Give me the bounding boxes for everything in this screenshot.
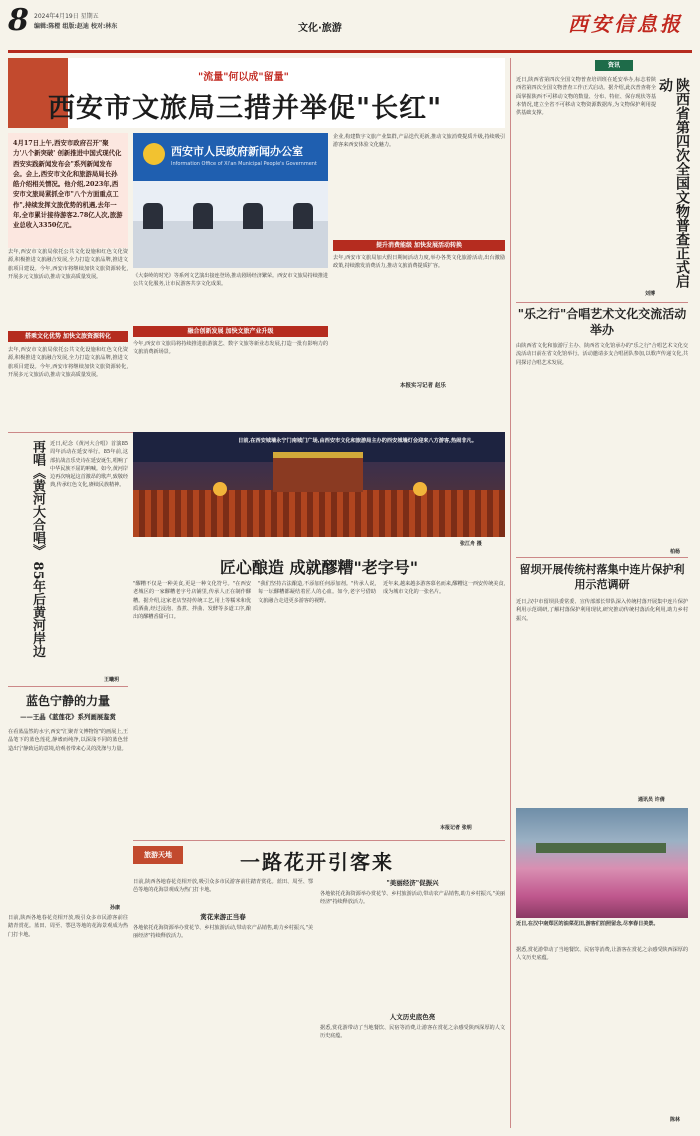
flower-photo-caption: 近日,在汉中南郑区的油菜花田,游客们拍照留念,尽享春日美景。: [516, 921, 659, 927]
azure-subtitle: ——王晶《蓝莲花》系列画展鉴赏: [20, 713, 116, 721]
photo-banner-sub: Information Office of Xi'an Municipal People's Government: [171, 161, 317, 167]
travel-subhead-3: 人文历史底色亮: [389, 1013, 436, 1021]
laozao-body-2: "我们坚持古法酿造,不添加任何添加剂。"传承人说,每一坛醪糟都凝结着匠人的心血。如今,老字号借助文旅融合走进更多游客的视野。: [258, 581, 376, 604]
choir-author: 柏杨: [670, 549, 681, 555]
travel-body-2: 各地依托花海资源举办赏花节、乡村旅游活动,带动农产品销售,助力乡村振兴,"美丽经济"持续释放活力。: [133, 925, 313, 940]
flower-field-photo: [516, 808, 688, 918]
yellow-river-author: 王曦玥: [104, 677, 120, 683]
sidebar-news-author: 刘博: [645, 291, 656, 297]
lead-subhead-2: 融合创新发展 加快文旅产业升级: [133, 326, 328, 337]
lead-body-3: 企业,构建数字文旅产业集群,产品迭代更新,推动文旅消费提质升级,持续吸引游客来西安体验文化魅力。: [333, 134, 505, 149]
village-author: 通讯员 许倩: [638, 797, 665, 803]
issue-date: 2024年4月19日 星期五: [34, 13, 99, 20]
lead-body-2b: 今年,西安市文旅局将持续推进旅游演艺、数字文旅等新业态发展,打造一批有影响力的文旅消费新场景。: [133, 341, 328, 356]
travel-subhead-1: 赏花来游正当春: [200, 913, 246, 921]
lead-intro: 4月17日上午,西安市政府召开"聚力'八个新突破' 创新推进中国式现代化西安实践新闻发布会"系列新闻发布会。会上,西安市文化和旅游局局长孙皓介绍相关情况。他介绍,2023年,西安市文旅局紧抓全市"八个方面重点工作",持续发挥文旅优势的机遇,去年一年,全市累计接待游客2.78亿人次,旅游业总收入3350亿元。: [13, 139, 123, 230]
lead-body-1a: 去年,西安市文旅局依托公共文化设施和红色文化资源,积极推进文旅融合发展,全力打造文旅品牌,推进文旅项目建设。今年,西安市将继续加快文旅资源转化,开展多元文旅活动,推动文旅高质量发展。: [8, 249, 128, 280]
travel-subhead-2: "美丽经济"促振兴: [386, 879, 439, 887]
laozao-author: 本报记者 张明: [440, 825, 472, 831]
village-body: 近日,汉中市留坝县委常委、宣传部部长带队深入传统村落开展集中连片保护利用示范调研,了解村落保护利用现状,研究推动传统村落活化利用,助力乡村振兴。: [516, 599, 688, 622]
travel-tag: 旅游天地: [133, 846, 183, 864]
sidebar-news-title: 陕西省第四次全国文物普查正式启动: [657, 78, 690, 288]
lantern-photo-credit: 张江舟 摄: [460, 541, 482, 547]
travel-body-2b: 各地依托花海资源举办赏花节、乡村旅游活动,带动农产品销售,助力乡村振兴,"美丽经济"持续释放活力。: [320, 891, 505, 906]
azure-title: 蓝色宁静的力量: [25, 694, 110, 708]
lantern-photo-caption: 日前,在西安城墙永宁门南城门广场,由西安市文化和旅游局主办的西安城墙灯会迎来八方游客,热闹非凡。: [238, 438, 477, 444]
photo-banner-title: 西安市人民政府新闻办公室: [171, 145, 303, 158]
lead-body-2: 《大秦岭的时光》等系列文艺演出接连登场,推动剧场经济繁荣。西安市文旅局持续推进公共文化服务,让市民游客共享文化成果。: [133, 273, 328, 288]
travel-body-left: 日前,陕西各地春花竞相开放,吸引众多市民游客前往踏青赏花。蓝田、周至、鄠邑等地的花海景观成为热门打卡地。: [8, 915, 128, 938]
newspaper-logo: 西安信息报: [568, 12, 683, 36]
lead-byline: 本报实习记者 赵乐: [400, 383, 446, 389]
travel-body-1: 日前,陕西各地春花竞相开放,吸引众多市民游客前往踏青赏花。蓝田、周至、鄠邑等地的花海景观成为热门打卡地。: [133, 879, 313, 894]
lead-subhead-1: 搭乘文化优势 加快文旅资源转化: [8, 331, 128, 342]
azure-body: 在看蓝晶然的水宇,西安"汇聚青文博物馆"的画展上,王晶笔下的蓝色莲花,静谧而纯净,以深浅不同的蓝色营造出宁静致远的意境,给观者带来心灵的洗涤与力量。: [8, 729, 128, 752]
header-rule: [8, 50, 692, 53]
lead-intro-box: [8, 133, 128, 248]
laozao-title: 匠心酿造 成就醪糟"老字号": [219, 558, 419, 577]
press-conference-photo: [133, 133, 328, 268]
choir-title: "乐之行"合唱艺术文化交流活动举办: [517, 307, 687, 337]
azure-author: 孙康: [110, 905, 121, 911]
lead-kicker: "流量"何以成"留量": [198, 72, 289, 83]
laozao-body-1: "醪糟不仅是一种美食,更是一种文化符号。"在西安老城区的一家醪糟老字号店铺里,传承人正在制作醪糟。据介绍,这家老店坚持传统工艺,用上等糯米和优质酒曲,经过浸泡、蒸煮、拌曲、发酵等多道工序,酿出的醪糟香甜可口。: [133, 581, 251, 621]
lead-headline: 西安市文旅局三措并举促"长红": [48, 93, 443, 124]
lead-body-4: 去年,西安市文旅局加大假日期间活动力度,举办各类文化旅游活动,出台激励政策,持续激发消费活力,推动文旅消费提质扩容。: [333, 255, 505, 270]
yellow-river-title: 再唱《黄河大合唱》 85年后黄河岸边: [30, 440, 45, 658]
editor-line: 编辑:陈橙 组版:赵迪 校对:林东: [34, 23, 118, 30]
lead-subhead-3: 提升消费能级 加快发展活动转换: [333, 240, 505, 251]
travel-body-3: 据悉,赏花游带动了当地餐饮、民宿等消费,让游客在赏花之余感受陕西深厚的人文历史底蕴。: [516, 947, 688, 962]
page-number: 8: [8, 3, 29, 38]
travel-title: 一路花开引客来: [240, 850, 394, 874]
yellow-river-body: 近日,纪念《黄河大合唱》首演85周年活动在延安举行。85年前,这部抗战音乐史诗在延安诞生,唱响了中华民族不屈的呐喊。如今,黄河岸边再次响起这首激昂的歌声,致敬经典,传承红色文化,赓续民族精神。: [50, 441, 128, 489]
sidebar-news-body: 近日,陕西省第四次全国文物普查培训班在延安举办,标志着陕西省第四次全国文物普查工作正式启动。据介绍,此次普查将全面掌握陕西不可移动文物的数量、分布、特征、保存现状等基本情况,建立全省不可移动文物资源数据库,为文物保护利用提供基础支撑。: [516, 77, 656, 117]
travel-body-3b: 据悉,赏花游带动了当地餐饮、民宿等消费,让游客在赏花之余感受陕西深厚的人文历史底蕴。: [320, 1025, 505, 1040]
sidebar-tag: 资讯: [595, 60, 633, 71]
laozao-body-3: 近年来,越来越多游客慕名而来,醪糟这一西安传统美食,成为城市文化的一张名片。: [383, 581, 505, 596]
village-title: 留坝开展传统村落集中连片保护利用示范调研: [519, 563, 685, 591]
travel-author: 陈林: [670, 1117, 681, 1123]
choir-body: 由陕西省文化和旅游厅主办、陕西省文化馆承办的"乐之行"合唱艺术文化交流活动日前在省文化馆举行。活动邀请多支合唱团队参加,以歌声传递文化,共同探讨合唱艺术发展。: [516, 343, 688, 366]
section-name: 文化·旅游: [298, 23, 342, 34]
lead-body-1: 去年,西安市文旅局依托公共文化设施和红色文化资源,积极推进文旅融合发展,全力打造文旅品牌,推进文旅项目建设。今年,西安市将继续加快文旅资源转化,开展多元文旅活动,推动文旅高质量发展。: [8, 347, 128, 378]
page-header: [8, 5, 692, 43]
emblem-icon: [143, 143, 165, 165]
lead-banner: [8, 58, 505, 128]
